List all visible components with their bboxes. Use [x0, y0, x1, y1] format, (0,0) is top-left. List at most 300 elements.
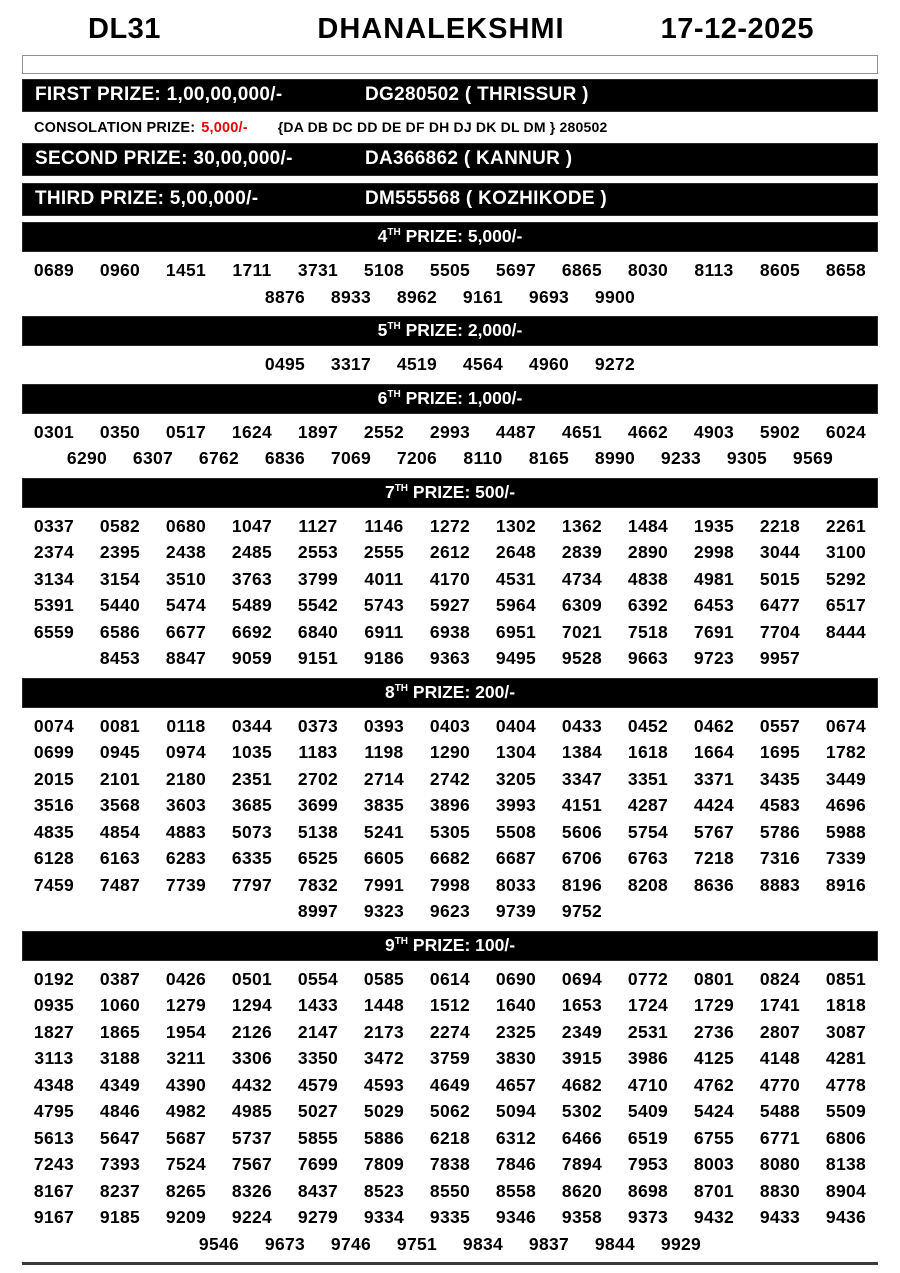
- ticket-number: 0690: [495, 968, 537, 989]
- ticket-number: 3699: [297, 795, 339, 815]
- ticket-number: 4432: [231, 1074, 273, 1095]
- ticket-number: 7069: [330, 448, 372, 468]
- ticket-number: 5697: [495, 260, 537, 280]
- ticket-number: 4593: [363, 1074, 405, 1095]
- ticket-number: 1290: [429, 742, 471, 762]
- ticket-number: 5027: [297, 1101, 339, 1121]
- ticket-number: 5015: [759, 568, 801, 589]
- ticket-number: 7797: [231, 874, 273, 895]
- ticket-number: 2890: [627, 542, 669, 562]
- ticket-number: 6682: [429, 848, 471, 868]
- ticket-number: 6128: [33, 848, 75, 868]
- ticket-number: 1146: [364, 515, 404, 536]
- ticket-number: 1624: [231, 421, 273, 442]
- ticket-number-row: [22, 1098, 878, 1125]
- ticket-number-row: [22, 792, 878, 819]
- ticket-number: 2126: [231, 1021, 273, 1042]
- ticket-number: 5409: [627, 1101, 669, 1121]
- ticket-number: 3685: [231, 795, 273, 815]
- page-header: [22, 0, 878, 55]
- third-prize-bar: [22, 183, 878, 216]
- ticket-number: 8165: [528, 448, 570, 468]
- ticket-number-row: [22, 1204, 878, 1231]
- ticket-number: 9546: [198, 1233, 240, 1254]
- ticket-number: 3603: [165, 795, 207, 815]
- ticket-number: 8196: [561, 874, 603, 895]
- ticket-number: 8110: [463, 448, 503, 468]
- ticket-number-row: [22, 257, 878, 284]
- ticket-number: 9834: [462, 1233, 504, 1254]
- ticket-number: 9673: [264, 1233, 306, 1254]
- ticket-number: 5489: [231, 595, 273, 615]
- ticket-number: 9623: [429, 901, 471, 921]
- ticket-number: 4125: [693, 1048, 735, 1068]
- consolation-row: [22, 116, 878, 143]
- ticket-number: 2555: [363, 542, 405, 562]
- ticket-number: 7339: [825, 848, 867, 868]
- ticket-number-row: [22, 351, 878, 378]
- ticket-number-row: [22, 1151, 878, 1178]
- ticket-number: 0801: [693, 968, 735, 989]
- ticket-number: 5474: [165, 595, 207, 615]
- ticket-number: 4390: [165, 1074, 207, 1095]
- ticket-number: 3044: [759, 542, 801, 562]
- ticket-number-row: [22, 1125, 878, 1152]
- ticket-number: 1047: [231, 515, 273, 536]
- ticket-number: 4981: [693, 568, 735, 589]
- ticket-number: 6836: [264, 448, 306, 468]
- ticket-number: 1865: [99, 1021, 141, 1042]
- draw-code: DL31: [88, 13, 161, 45]
- ticket-number: 6755: [693, 1127, 735, 1148]
- ticket-number: 9495: [495, 648, 537, 668]
- ticket-number: 4348: [33, 1074, 75, 1095]
- ticket-number-row: [22, 645, 878, 672]
- ticket-number: 3449: [825, 768, 867, 789]
- ticket-number: 5964: [495, 595, 537, 615]
- ticket-number: 9167: [33, 1207, 75, 1227]
- ticket-number: 4519: [396, 354, 438, 374]
- ticket-number: 9693: [528, 286, 570, 307]
- ticket-number: 8916: [825, 874, 867, 895]
- ticket-number: 1724: [627, 995, 669, 1015]
- ticket-number: 8883: [759, 874, 801, 895]
- ticket-number: 3915: [561, 1048, 603, 1068]
- ticket-number: 1362: [561, 515, 603, 536]
- ticket-number: 3188: [99, 1048, 141, 1068]
- ticket-number: 5424: [693, 1101, 735, 1121]
- ticket-number: 0824: [759, 968, 801, 989]
- ticket-number: 2173: [363, 1021, 405, 1042]
- ticket-number: 4846: [99, 1101, 141, 1121]
- ticket-number: 6218: [429, 1127, 471, 1148]
- ticket-number: 4564: [462, 354, 504, 374]
- ticket-number: 8523: [363, 1180, 405, 1201]
- ticket-number: 5754: [627, 821, 669, 842]
- prize-tier-section: [22, 384, 878, 472]
- ticket-number: 9346: [495, 1207, 537, 1227]
- ticket-number: 6806: [825, 1127, 867, 1148]
- ticket-number: 0426: [165, 968, 207, 989]
- ticket-number: 8558: [495, 1180, 537, 1201]
- ticket-number: 9233: [660, 448, 702, 468]
- ticket-number: 8453: [99, 648, 141, 668]
- ticket-number: 2993: [429, 421, 471, 442]
- ticket-number: 4662: [627, 421, 669, 442]
- ticket-number: 1198: [364, 742, 404, 762]
- ticket-number: 4349: [99, 1074, 141, 1095]
- ticket-number: 2101: [99, 768, 141, 789]
- ticket-number: 4762: [693, 1074, 735, 1095]
- ticket-number: 3763: [231, 568, 273, 589]
- ticket-number-row: [22, 1072, 878, 1099]
- ticket-number: 9059: [231, 648, 273, 668]
- ticket-number: 6762: [198, 448, 240, 468]
- ticket-number: 7691: [693, 621, 735, 642]
- ticket-number: 8326: [231, 1180, 273, 1201]
- ticket-number-row: [22, 992, 878, 1019]
- ticket-number: 6517: [825, 595, 867, 615]
- ticket-number: 5606: [561, 821, 603, 842]
- draw-date: 17-12-2025: [660, 13, 814, 45]
- ticket-number: 9373: [627, 1207, 669, 1227]
- ticket-number: 6466: [561, 1127, 603, 1148]
- ticket-number: 1741: [759, 995, 801, 1015]
- ticket-number: 6312: [495, 1127, 537, 1148]
- ticket-number: 1279: [165, 995, 207, 1015]
- ticket-number: 9334: [363, 1207, 405, 1227]
- ticket-number: 0387: [99, 968, 141, 989]
- ticket-number: 3993: [495, 795, 537, 815]
- ticket-number: 4151: [561, 795, 603, 815]
- prize-tiers: [22, 222, 878, 1257]
- ticket-number: 2998: [693, 542, 735, 562]
- ticket-number: 8990: [594, 448, 636, 468]
- ticket-number: 4710: [627, 1074, 669, 1095]
- ticket-number: 0517: [165, 421, 207, 442]
- ticket-number: 6559: [33, 621, 75, 642]
- ticket-number-row: [22, 539, 878, 566]
- ticket-number: 1127: [298, 515, 338, 536]
- ticket-number: 3087: [825, 1021, 867, 1042]
- ticket-number: 4985: [231, 1101, 273, 1121]
- ticket-number: 4579: [297, 1074, 339, 1095]
- ticket-number: 4903: [693, 421, 735, 442]
- ticket-number: 0393: [363, 715, 405, 736]
- ticket-number: 8265: [165, 1180, 207, 1201]
- ticket-number: 2438: [165, 542, 207, 562]
- ticket-number: 8237: [99, 1180, 141, 1201]
- ticket-number: 0404: [495, 715, 537, 736]
- ticket-number: 6335: [231, 848, 273, 868]
- ticket-number: 7846: [495, 1154, 537, 1174]
- ticket-number: 8636: [693, 874, 735, 895]
- ticket-number: 0403: [429, 715, 471, 736]
- ticket-number: 4770: [759, 1074, 801, 1095]
- ticket-number: 4982: [165, 1101, 207, 1121]
- ticket-number: 8847: [165, 648, 207, 668]
- ticket-number: 3351: [627, 768, 669, 789]
- ticket-number: 9363: [429, 648, 471, 668]
- ticket-number: 3113: [34, 1048, 74, 1068]
- ticket-number: 1294: [231, 995, 273, 1015]
- ticket-number: 0462: [693, 715, 735, 736]
- ticket-number: 3211: [166, 1048, 206, 1068]
- ticket-number: 1183: [298, 742, 338, 762]
- ticket-number: 3100: [825, 542, 867, 562]
- ticket-number: 6525: [297, 848, 339, 868]
- ticket-number: 9272: [594, 354, 636, 374]
- ticket-number-row: [22, 1019, 878, 1046]
- ticket-number: 5302: [561, 1101, 603, 1121]
- ticket-number: 6687: [495, 848, 537, 868]
- ticket-number: 4651: [561, 421, 603, 442]
- ticket-number: 2742: [429, 768, 471, 789]
- ticket-number: 9335: [429, 1207, 471, 1227]
- ticket-number: 0585: [363, 968, 405, 989]
- ticket-number: 1664: [693, 742, 735, 762]
- ticket-number: 5505: [429, 260, 471, 280]
- ticket-number: 6605: [363, 848, 405, 868]
- ticket-number: 9837: [528, 1233, 570, 1254]
- ticket-number: 1035: [231, 742, 273, 762]
- consolation-label: CONSOLATION PRIZE:: [34, 120, 196, 136]
- ticket-number: 5855: [297, 1127, 339, 1148]
- ticket-number: 5094: [495, 1101, 537, 1121]
- ticket-number: 2325: [495, 1021, 537, 1042]
- ticket-number: 1512: [429, 995, 471, 1015]
- ticket-number: 1448: [363, 995, 405, 1015]
- ticket-number: 9929: [660, 1233, 702, 1254]
- ticket-number: 0074: [33, 715, 75, 736]
- ticket-number: 4960: [528, 354, 570, 374]
- ticket-number: 3759: [429, 1048, 471, 1068]
- ticket-number: 5927: [429, 595, 471, 615]
- ticket-number-row: [22, 445, 878, 472]
- ticket-number: 4649: [429, 1074, 471, 1095]
- ticket-number: 1640: [495, 995, 537, 1015]
- ticket-number: 5737: [231, 1127, 273, 1148]
- ticket-number: 9746: [330, 1233, 372, 1254]
- ticket-number: 6519: [627, 1127, 669, 1148]
- ticket-number: 7459: [33, 874, 75, 895]
- ticket-number: 0960: [99, 260, 141, 280]
- ticket-number: 0694: [561, 968, 603, 989]
- ticket-number: 0118: [166, 715, 206, 736]
- ticket-number: 3896: [429, 795, 471, 815]
- ticket-number: 9436: [825, 1207, 867, 1227]
- ticket-number: 5440: [99, 595, 141, 615]
- second-prize-label: SECOND PRIZE: 30,00,000/-: [35, 148, 293, 169]
- ticket-number: 6692: [231, 621, 273, 642]
- ticket-number: 6706: [561, 848, 603, 868]
- ticket-number-row: [22, 713, 878, 740]
- ticket-number: 5488: [759, 1101, 801, 1121]
- tier-header: 5TH PRIZE: 2,000/-: [22, 316, 878, 346]
- ticket-number: 6771: [759, 1127, 801, 1148]
- ticket-number-row: [22, 1178, 878, 1205]
- ticket-number: 8698: [627, 1180, 669, 1201]
- ticket-number: 2485: [231, 542, 273, 562]
- ticket-number: 8620: [561, 1180, 603, 1201]
- ticket-number: 0433: [561, 715, 603, 736]
- ticket-number: 6163: [99, 848, 141, 868]
- ticket-number: 9358: [561, 1207, 603, 1227]
- consolation-amount: 5,000/-: [201, 120, 248, 136]
- ticket-number: 0674: [825, 715, 867, 736]
- ticket-number: 9528: [561, 648, 603, 668]
- ticket-number: 1272: [429, 515, 471, 536]
- prize-tier-section: [22, 931, 878, 1258]
- first-prize-label: FIRST PRIZE: 1,00,00,000/-: [35, 84, 283, 105]
- ticket-number: 0081: [99, 715, 141, 736]
- ticket-number-row: [22, 619, 878, 646]
- ticket-number: 1304: [495, 742, 537, 762]
- ticket-number-row: [22, 419, 878, 446]
- ticket-number: 5241: [363, 821, 405, 842]
- ticket-number: 5767: [693, 821, 735, 842]
- ticket-number: 6307: [132, 448, 174, 468]
- ticket-number: 9323: [363, 901, 405, 921]
- ticket-number: 5073: [231, 821, 273, 842]
- ticket-number: 5108: [363, 260, 405, 280]
- ticket-number: 0614: [429, 968, 471, 989]
- ticket-number: 0851: [825, 968, 867, 989]
- first-prize-winner: DG280502 ( THRISSUR ): [365, 84, 589, 105]
- ticket-number: 6024: [825, 421, 867, 442]
- ticket-number: 7809: [363, 1154, 405, 1174]
- ticket-number: 5305: [429, 821, 471, 842]
- ticket-number: 7832: [297, 874, 339, 895]
- ticket-number: 3371: [693, 768, 735, 789]
- ticket-number: 6763: [627, 848, 669, 868]
- ticket-number: 9305: [726, 448, 768, 468]
- first-prize-bar: [22, 79, 878, 112]
- ticket-number: 9185: [99, 1207, 141, 1227]
- ticket-number: 0582: [99, 515, 141, 536]
- ticket-number: 4696: [825, 795, 867, 815]
- ticket-number: 7739: [165, 874, 207, 895]
- ticket-number: 4287: [627, 795, 669, 815]
- ticket-number: 1302: [495, 515, 537, 536]
- third-prize-label: THIRD PRIZE: 5,00,000/-: [35, 188, 259, 209]
- ticket-number: 3516: [33, 795, 75, 815]
- ticket-number: 8701: [693, 1180, 735, 1201]
- ticket-number: 6951: [495, 621, 537, 642]
- search-input[interactable]: [22, 55, 878, 74]
- ticket-number-row: [22, 966, 878, 993]
- ticket-number: 5508: [495, 821, 537, 842]
- ticket-number: 1384: [561, 742, 603, 762]
- ticket-number-row: [22, 513, 878, 540]
- ticket-number: 6477: [759, 595, 801, 615]
- ticket-number: 7206: [396, 448, 438, 468]
- ticket-number: 2015: [33, 768, 75, 789]
- ticket-number: 2531: [627, 1021, 669, 1042]
- prize-tier-section: [22, 222, 878, 310]
- ticket-number: 2261: [825, 515, 867, 536]
- ticket-number-row: [22, 284, 878, 311]
- ticket-number: 5292: [825, 568, 867, 589]
- ticket-number: 8138: [825, 1154, 867, 1174]
- ticket-number: 9224: [231, 1207, 273, 1227]
- ticket-number: 3731: [297, 260, 339, 280]
- ticket-number: 1433: [297, 995, 339, 1015]
- ticket-number: 1695: [759, 742, 801, 762]
- second-prize-bar: [22, 143, 878, 176]
- ticket-number: 4424: [693, 795, 735, 815]
- ticket-number: 3134: [33, 568, 75, 589]
- ticket-number: 7487: [99, 874, 141, 895]
- ticket-number: 4734: [561, 568, 603, 589]
- ticket-number: 1618: [627, 742, 669, 762]
- ticket-number: 9279: [297, 1207, 339, 1227]
- ticket-number: 2702: [297, 768, 339, 789]
- ticket-number: 9752: [561, 901, 603, 921]
- ticket-number: 2648: [495, 542, 537, 562]
- ticket-number: 3568: [99, 795, 141, 815]
- ticket-number: 7998: [429, 874, 471, 895]
- ticket-number: 3510: [165, 568, 207, 589]
- ticket-number: 8003: [693, 1154, 735, 1174]
- ticket-number: 6911: [364, 621, 404, 642]
- ticket-number: 0495: [264, 354, 306, 374]
- ticket-number: 8830: [759, 1180, 801, 1201]
- ticket-number: 9209: [165, 1207, 207, 1227]
- ticket-number: 2552: [363, 421, 405, 442]
- ticket-number: 8962: [396, 286, 438, 307]
- prize-tier-section: [22, 478, 878, 672]
- ticket-number: 5138: [297, 821, 339, 842]
- ticket-number: 2180: [165, 768, 207, 789]
- ticket-number-row: [22, 739, 878, 766]
- ticket-number: 0350: [99, 421, 141, 442]
- ticket-number-row: [22, 566, 878, 593]
- ticket-number: 7021: [561, 621, 603, 642]
- ticket-number: 8997: [297, 901, 339, 921]
- ticket-number: 5886: [363, 1127, 405, 1148]
- ticket-number: 7243: [33, 1154, 75, 1174]
- second-prize-winner: DA366862 ( KANNUR ): [365, 148, 573, 169]
- third-prize-winner: DM555568 ( KOZHIKODE ): [365, 188, 608, 209]
- ticket-number: 5902: [759, 421, 801, 442]
- ticket-number: 5687: [165, 1127, 207, 1148]
- ticket-number: 0945: [99, 742, 141, 762]
- ticket-number: 6840: [297, 621, 339, 642]
- ticket-number: 0557: [759, 715, 801, 736]
- ticket-number: 7704: [759, 621, 801, 642]
- ticket-number: 9663: [627, 648, 669, 668]
- ticket-number: 3154: [99, 568, 141, 589]
- ticket-number: 0974: [165, 742, 207, 762]
- ticket-number: 0344: [231, 715, 273, 736]
- ticket-number: 1484: [627, 515, 669, 536]
- ticket-number: 5542: [297, 595, 339, 615]
- ticket-number: 2218: [759, 515, 801, 536]
- ticket-number: 4011: [364, 568, 404, 589]
- ticket-number-row: [22, 592, 878, 619]
- ticket-number: 8550: [429, 1180, 471, 1201]
- ticket-number: 7393: [99, 1154, 141, 1174]
- ticket-number: 1818: [825, 995, 867, 1015]
- ticket-number: 6865: [561, 260, 603, 280]
- ticket-number: 8167: [33, 1180, 75, 1201]
- ticket-number: 9739: [495, 901, 537, 921]
- ticket-number: 2553: [297, 542, 339, 562]
- ticket-number: 9844: [594, 1233, 636, 1254]
- ticket-number: 1060: [99, 995, 141, 1015]
- ticket-number: 2839: [561, 542, 603, 562]
